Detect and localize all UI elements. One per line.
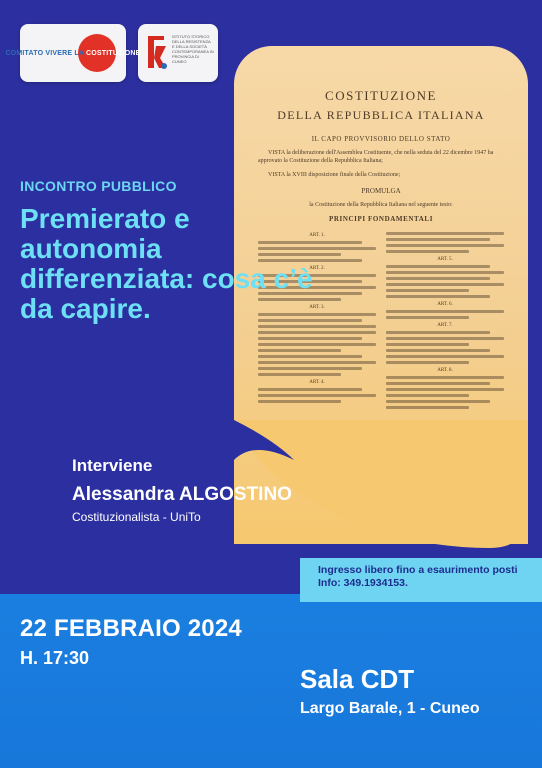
comitato-logo — [5, 24, 141, 82]
event-type-label: INCONTRO PUBBLICO — [20, 178, 177, 194]
doc-art-1: ART. 1. — [309, 233, 325, 238]
istituto-storico-logo — [138, 24, 218, 82]
doc-art-2: ART. 2. — [309, 266, 325, 271]
entry-info-box — [300, 558, 542, 602]
event-time: H. 17:30 — [20, 648, 90, 668]
doc-para-1: VISTA la deliberazione dell'Assemblea Costituente, che nella seduta del 22 dicembre 1947 ha approvato la Costituzione della Repubblica Italiana; — [258, 150, 494, 164]
comitato-logo-text: COMITATO VIVERE LA COSTITUZIONE — [5, 49, 141, 57]
doc-art-8: ART. 8. — [437, 368, 453, 373]
doc-art-4: ART. 4. — [309, 380, 325, 385]
doc-para-2: VISTA la XVIII disposizione finale della Costituzione; — [268, 172, 401, 178]
doc-subtitle: IL CAPO PROVVISORIO DELLO STATO — [311, 135, 451, 143]
doc-title-line2: DELLA REPUBBLICA ITALIANA — [277, 108, 485, 122]
istituto-logo-text: ISTITUTO STORICO DELLA RESISTENZA E DELLA SOCIETÀ CONTEMPORANEA IN PROVINCIA DI CUNEO — [172, 34, 214, 64]
doc-art-7: ART. 7. — [437, 323, 453, 328]
doc-art-5: ART. 5. — [437, 257, 453, 262]
speaker-name: Alessandra ALGOSTINO — [72, 484, 292, 505]
doc-title-line1: COSTITUZIONE — [325, 88, 437, 103]
doc-promulga: PROMULGA — [361, 187, 401, 195]
doc-principi: PRINCIPI FONDAMENTALI — [328, 215, 434, 223]
entry-info-line-2: Info: 349.1934153. — [318, 577, 408, 589]
event-title: Premierato e autonomia differenziata: cosa c’è da capire. — [20, 203, 313, 324]
doc-promulga-text: la Costituzione della Repubblica Italiana nel seguente testo: — [309, 202, 453, 208]
doc-art-3: ART. 3. — [309, 305, 325, 310]
istituto-mark-icon — [144, 32, 170, 72]
speaker-intro: Interviene — [72, 456, 153, 475]
event-address: Largo Barale, 1 - Cuneo — [300, 700, 480, 717]
entry-info-line-1: Ingresso libero fino a esaurimento posti — [318, 564, 518, 576]
speaker-role: Costituzionalista - UniTo — [72, 510, 201, 524]
doc-art-6: ART. 6. — [437, 302, 453, 307]
event-venue: Sala CDT — [300, 664, 415, 694]
event-date: 22 FEBBRAIO 2024 — [20, 615, 242, 642]
doc-articles-right — [386, 229, 504, 409]
